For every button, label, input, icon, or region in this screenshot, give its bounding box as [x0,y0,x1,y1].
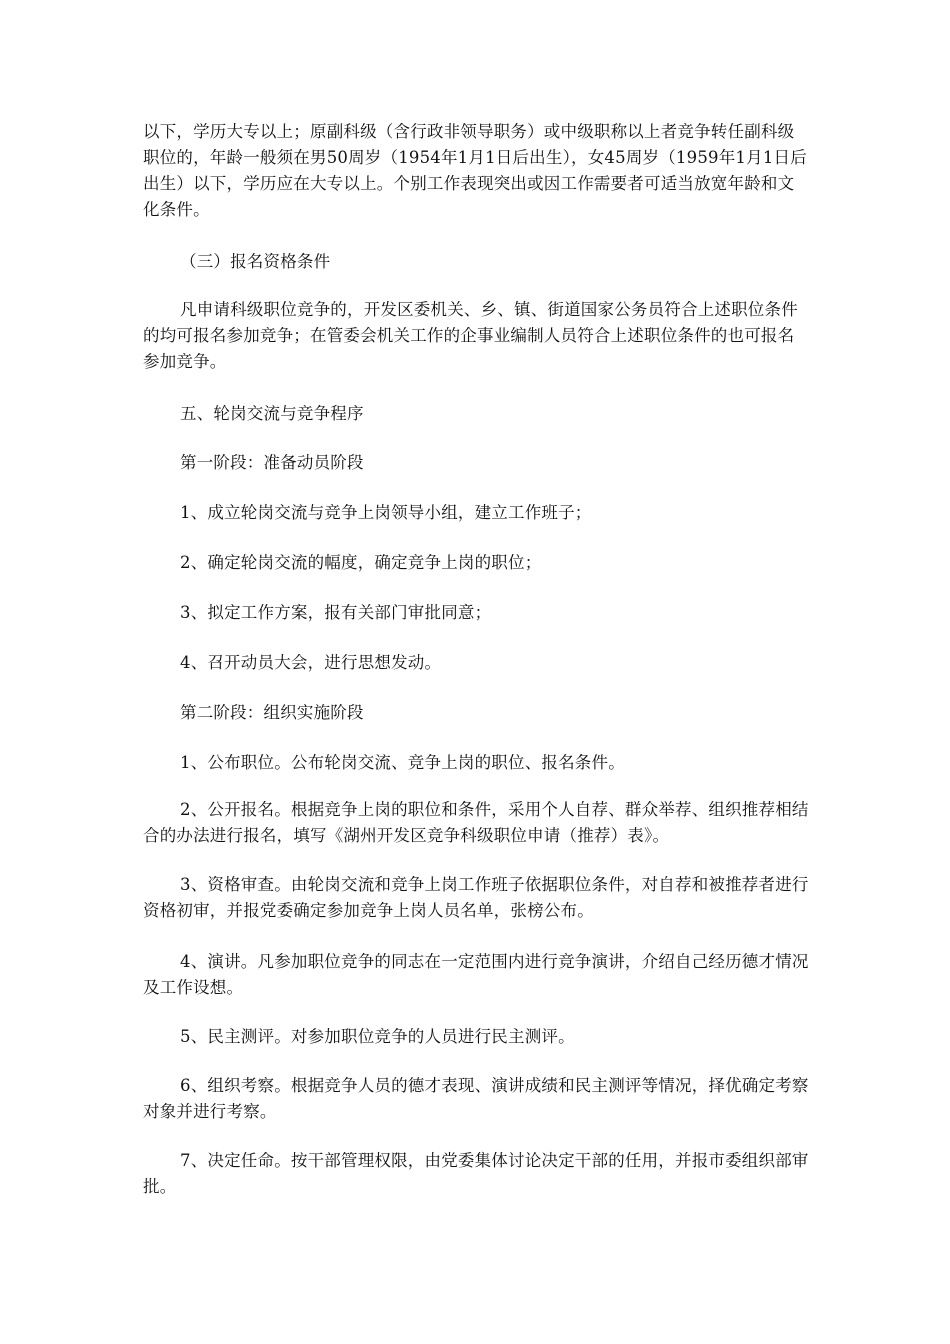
list-item-stage2-6 [143,1073,809,1125]
list-item-stage1-4 [143,650,809,676]
list-item-text: 4、召开动员大会，进行思想发动。 [180,653,442,672]
list-item-stage1-1 [143,500,809,526]
paragraph-text: 凡申请科级职位竞争的，开发区委机关、乡、镇、街道国家公务员符合上述职位条件的均可报名参加竞争；在管委会机关工作的企事业编制人员符合上述职位条件的也可报名参加竞争。 [143,300,798,371]
list-item-text: 3、资格审查。由轮岗交流和竞争上岗工作班子依据职位条件，对自荐和被推荐者进行资格初审，并报党委确定参加竞争上岗人员名单，张榜公布。 [143,875,809,920]
list-item-text: 3、拟定工作方案，报有关部门审批同意； [180,603,492,622]
list-item-stage2-1 [143,750,809,776]
list-item-stage2-3 [143,872,809,924]
list-item-text: 2、确定轮岗交流的幅度，确定竞争上岗的职位； [180,553,542,572]
paragraph-registration-eligibility [143,297,809,375]
heading-rotation-procedure [143,401,809,427]
list-item-stage1-2 [143,550,809,576]
section-heading: 五、轮岗交流与竞争程序 [180,404,364,423]
heading-stage-one [143,450,809,476]
list-item-text: 6、组织考察。根据竞争人员的德才表现、演讲成绩和民主测评等情况，择优确定考察对象并进行考察。 [143,1076,809,1121]
list-item-stage2-7 [143,1148,809,1200]
list-item-stage2-5 [143,1024,809,1050]
stage-heading: 第二阶段：组织实施阶段 [180,703,364,722]
list-item-text: 5、民主测评。对参加职位竞争的人员进行民主测评。 [180,1027,575,1046]
list-item-text: 2、公开报名。根据竞争上岗的职位和条件，采用个人自荐、群众举荐、组织推荐相结合的办法进行报名，填写《湖州开发区竞争科级职位申请（推荐）表》。 [143,800,809,845]
list-item-text: 1、公布职位。公布轮岗交流、竞争上岗的职位、报名条件。 [180,753,625,772]
list-item-text: 4、演讲。凡参加职位竞争的同志在一定范围内进行竞争演讲，介绍自己经历德才情况及工作设想。 [143,952,809,997]
heading-registration-qualifications [143,249,809,275]
list-item-stage2-2 [143,797,809,849]
paragraph-age-education-conditions [143,119,809,223]
list-item-stage1-3 [143,600,809,626]
paragraph-text: 以下，学历大专以上；原副科级（含行政非领导职务）或中级职称以上者竞争转任副科级职位的，年龄一般须在男50周岁（1954年1月1日后出生），女45周岁（1959年1月1日后出生）以下，学历应在大专以上。个别工作表现突出或因工作需要者可适当放宽年龄和文化条件。 [143,122,807,219]
list-item-text: 7、决定任命。按干部管理权限，由党委集体讨论决定干部的任用，并报市委组织部审批。 [143,1151,809,1196]
heading-stage-two [143,700,809,726]
list-item-text: 1、成立轮岗交流与竞争上岗领导小组，建立工作班子； [180,503,592,522]
section-heading: （三）报名资格条件 [180,252,331,271]
stage-heading: 第一阶段：准备动员阶段 [180,453,364,472]
list-item-stage2-4 [143,949,809,1001]
